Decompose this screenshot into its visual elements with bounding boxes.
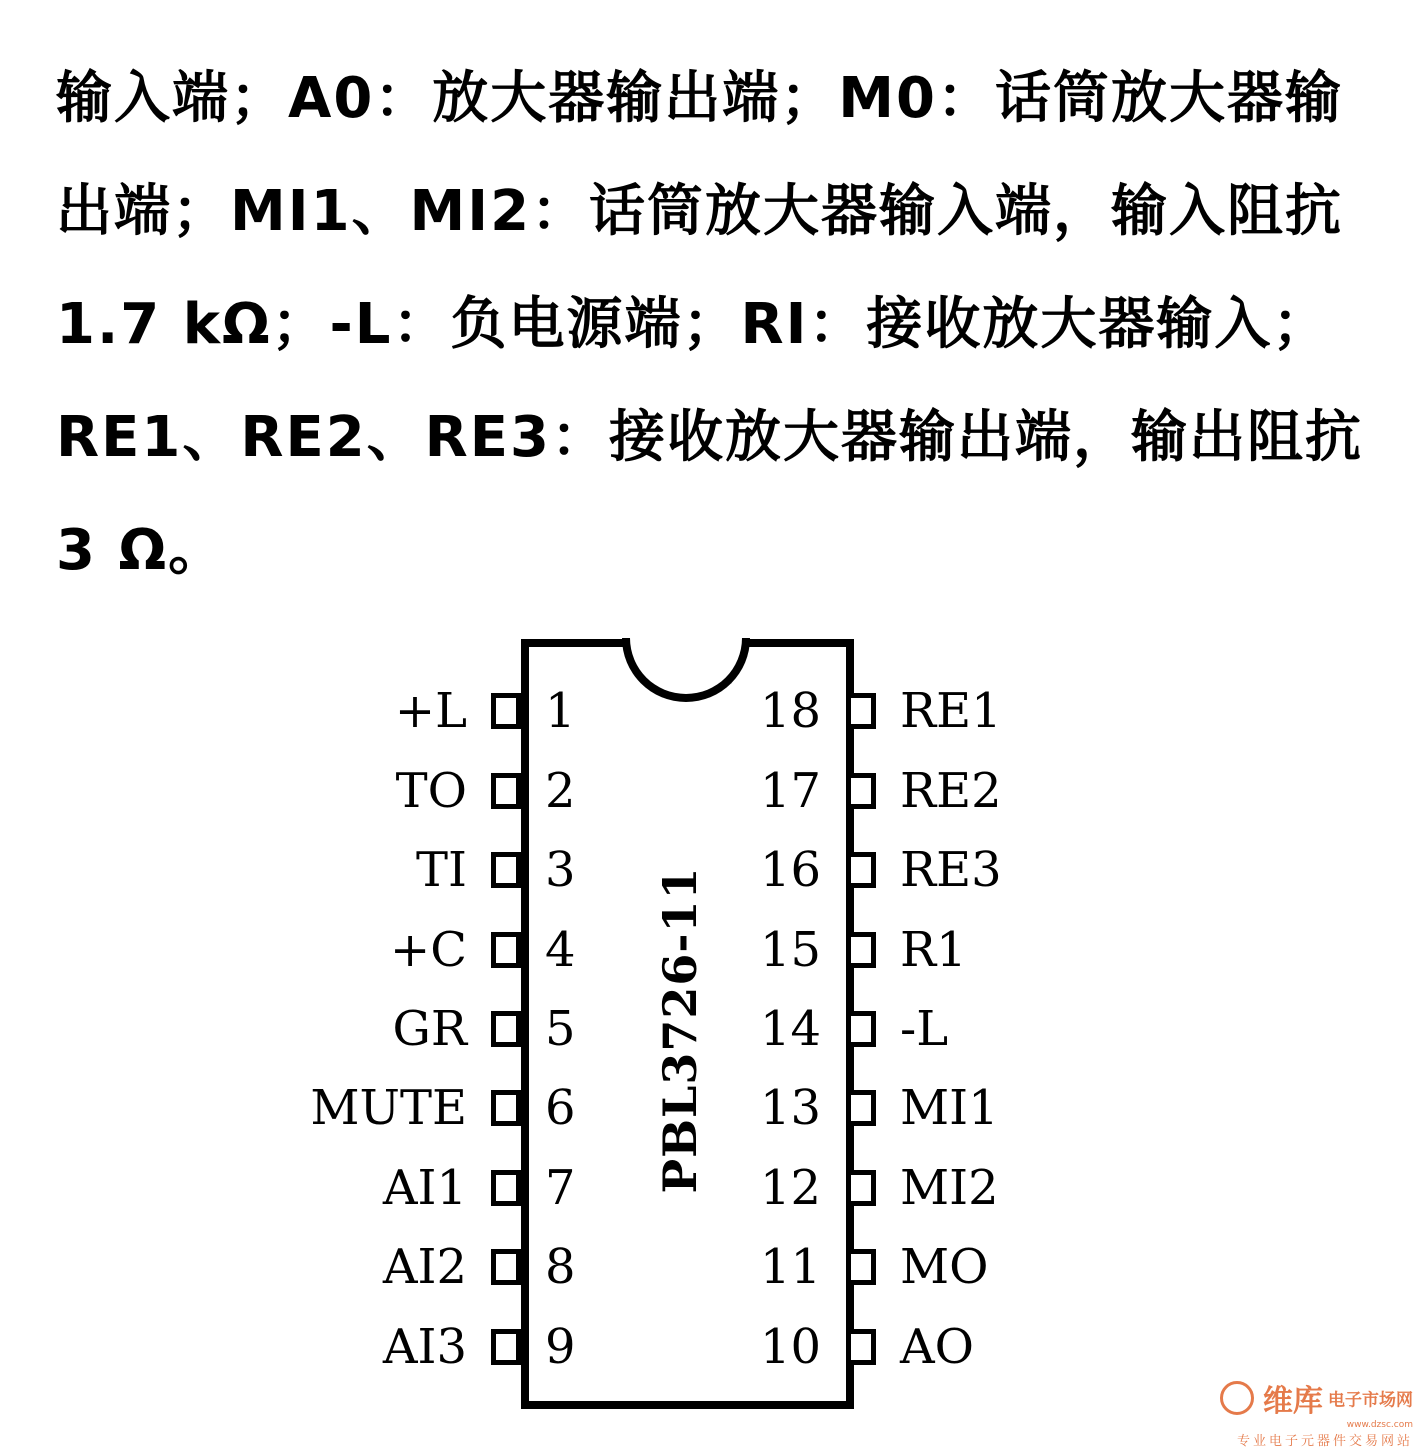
pin-pad: [491, 1170, 521, 1206]
pin-pad: [491, 1249, 521, 1285]
pin-pad: [491, 932, 521, 968]
pin-name: RE1: [900, 683, 1002, 739]
pin-pad: [846, 693, 876, 729]
pin-number: 14: [760, 1001, 822, 1057]
pin-pad: [846, 932, 876, 968]
pin-name: MO: [900, 1239, 989, 1295]
pin-pad: [491, 693, 521, 729]
chip-part-number: PBL3726-11: [653, 866, 707, 1194]
pin-number: 18: [760, 683, 822, 739]
pin-number: 7: [545, 1160, 576, 1216]
pin-number: 1: [545, 683, 576, 739]
pin-name: TI: [416, 842, 467, 898]
pin-pad: [846, 1170, 876, 1206]
site-watermark: [1220, 1376, 1413, 1449]
pin-name: -L: [900, 1001, 949, 1057]
pin-name: +C: [390, 922, 467, 978]
pin-name: GR: [392, 1001, 467, 1057]
pin-number: 15: [760, 922, 822, 978]
pin-pad: [491, 852, 521, 888]
pin-number: 3: [545, 842, 576, 898]
pin-pad: [846, 1329, 876, 1365]
pin-name: RE3: [900, 842, 1002, 898]
pin-pad: [846, 1249, 876, 1285]
pin-number: 16: [760, 842, 822, 898]
pin-name: AI3: [382, 1319, 467, 1375]
pin-name: RE2: [900, 763, 1002, 819]
pin-number: 5: [545, 1001, 576, 1057]
pin-name: AI2: [382, 1239, 467, 1295]
pin-pad: [491, 1011, 521, 1047]
pin-pad: [491, 773, 521, 809]
pin-number: 10: [760, 1319, 822, 1375]
pin-name: R1: [900, 922, 967, 978]
pin-name: AI1: [382, 1160, 467, 1216]
pin-pad: [846, 1011, 876, 1047]
pin-name: +L: [394, 683, 467, 739]
pin-name: AO: [900, 1319, 975, 1375]
pin-pad: [491, 1329, 521, 1365]
pin-name: MI1: [900, 1080, 999, 1136]
watermark-site: 电子市场网: [1328, 1390, 1413, 1411]
pin-name: TO: [395, 763, 467, 819]
pin-number: 9: [545, 1319, 576, 1375]
watermark-tagline: 专业电子元器件交易网站: [1236, 1434, 1413, 1449]
pin-number: 17: [760, 763, 822, 819]
pin-number: 8: [545, 1239, 576, 1295]
pin-pad: [846, 1090, 876, 1126]
pin-pad: [846, 773, 876, 809]
watermark-logo-icon: [1220, 1381, 1254, 1415]
watermark-url: www.dzsc.com: [1346, 1420, 1413, 1430]
pin-number: 6: [545, 1080, 576, 1136]
description-paragraph: 输入端；A0：放大器输出端；M0：话筒放大器输出端；MI1、MI2：话筒放大器输入端，输入阻抗 1.7 kΩ；-L：负电源端；RI：接收放大器输入；RE1、RE2、RE3：接收放大器输出端，输出阻抗 3 Ω。: [56, 66, 1364, 583]
pin-name: MI2: [900, 1160, 999, 1216]
watermark-brand: 维库: [1262, 1384, 1323, 1419]
pin-pad: [491, 1090, 521, 1126]
pin-number: 13: [760, 1080, 822, 1136]
pin-number: 4: [545, 922, 576, 978]
pin-number: 11: [760, 1239, 822, 1295]
pin-name: MUTE: [310, 1080, 467, 1136]
pin-pad: [846, 852, 876, 888]
pin-number: 12: [760, 1160, 822, 1216]
pin-number: 2: [545, 763, 576, 819]
